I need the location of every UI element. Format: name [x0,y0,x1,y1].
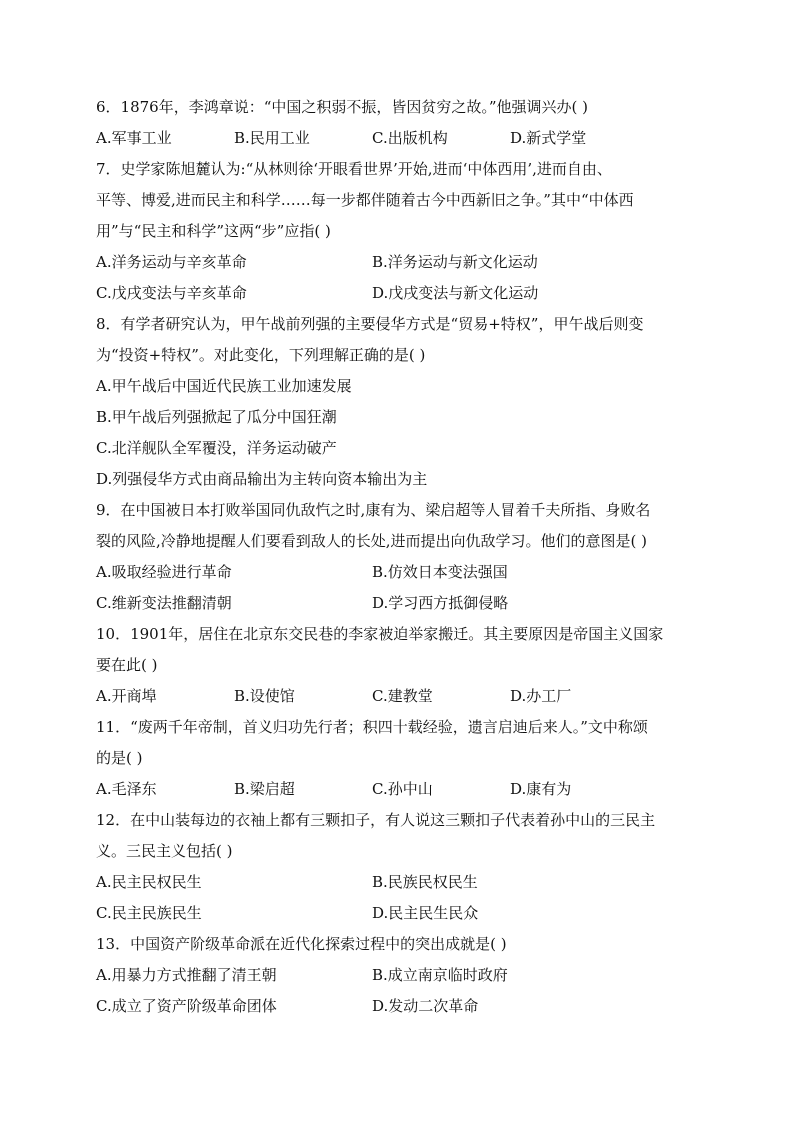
option-d: D.康有为 [510,780,572,798]
question-12 [96,805,704,929]
question-stem: 8．有学者研究认为，甲午战前列强的主要侵华方式是“贸易+特权”，甲午战后则变 为“投资+特权”。对此变化，下列理解正确的是( ) [96,315,644,364]
question-stem: 11．“废两千年帝制，首义归功先行者；积四十载经验，遗言启迪后来人。”文中称颂 的是( ) [96,718,648,767]
option-b: B.洋务运动与新文化运动 [372,253,538,271]
option-a: A.吸取经验进行革命 [96,563,232,581]
option-d: D.办工厂 [510,687,572,705]
question-9 [96,495,704,619]
question-stem: 13．中国资产阶级革命派在近代化探索过程中的突出成就是( ) [96,935,507,953]
option-d: D.发动二次革命 [372,997,479,1015]
option-a: A.军事工业 [96,129,172,147]
options [96,247,704,309]
option-c: C.成立了资产阶级革命团体 [96,997,277,1015]
question-stem: 10．1901年，居住在北京东交民巷的李家被迫举家搬迁。其主要原因是帝国主义国家 要在此( ) [96,625,664,674]
options [96,774,704,805]
question-stem: 12．在中山装每边的衣袖上都有三颗扣子，有人说这三颗扣子代表着孙中山的三民主 义。三民主义包括( ) [96,811,656,860]
question-7 [96,154,704,309]
options [96,681,704,712]
option-a: A.洋务运动与辛亥革命 [96,253,247,271]
option-d: D.新式学堂 [510,129,587,147]
question-13 [96,929,704,1022]
option-a: A.用暴力方式推翻了清王朝 [96,966,277,984]
option-b: B.梁启超 [234,780,295,798]
option-c: C.出版机构 [372,129,448,147]
question-8 [96,309,704,495]
option-d: D.列强侵华方式由商品输出为主转向资本输出为主 [96,470,428,488]
question-6 [96,92,704,154]
option-c: C.民主民族民生 [96,904,202,922]
option-c: C.北洋舰队全军覆没，洋务运动破产 [96,439,337,457]
options [96,557,704,619]
option-d: D.戊戌变法与新文化运动 [372,284,539,302]
question-11 [96,712,704,805]
option-c: C.戊戌变法与辛亥革命 [96,284,247,302]
option-a: A.开商埠 [96,687,157,705]
option-c: C.建教堂 [372,687,433,705]
options [96,371,704,495]
option-b: B.仿效日本变法强国 [372,563,508,581]
options [96,123,704,154]
option-a: A.甲午战后中国近代民族工业加速发展 [96,377,352,395]
option-b: B.民用工业 [234,129,310,147]
options [96,960,704,1022]
option-d: D.民主民生民众 [372,904,479,922]
question-stem: 6．1876年，李鸿章说：“中国之积弱不振，皆因贫穷之故。”他强调兴办( ) [96,98,589,116]
options [96,867,704,929]
option-b: B.成立南京临时政府 [372,966,508,984]
option-a: A.毛泽东 [96,780,157,798]
question-stem: 9．在中国被日本打败举国同仇敌忾之时,康有为、梁启超等人冒着千夫所指、身败名 裂的风险,冷静地提醒人们要看到敌人的长处,进而提出向仇敌学习。他们的意图是( ) [96,501,651,550]
option-b: B.甲午战后列强掀起了瓜分中国狂潮 [96,408,337,426]
question-10 [96,619,704,712]
option-b: B.民族民权民生 [372,873,478,891]
option-c: C.维新变法推翻清朝 [96,594,232,612]
exam-page [96,92,704,1022]
option-b: B.设使馆 [234,687,295,705]
option-d: D.学习西方抵御侵略 [372,594,509,612]
question-stem: 7．史学家陈旭麓认为:“从林则徐‘开眼看世界’开始,进而‘中体西用’,进而自由、 平等、博爱,进而民主和科学……每一步都伴随着古今中西新旧之争。”其中“中体西 用”与“民主和科学”这两“步”应指( ) [96,160,634,240]
option-c: C.孙中山 [372,780,433,798]
option-a: A.民主民权民生 [96,873,202,891]
